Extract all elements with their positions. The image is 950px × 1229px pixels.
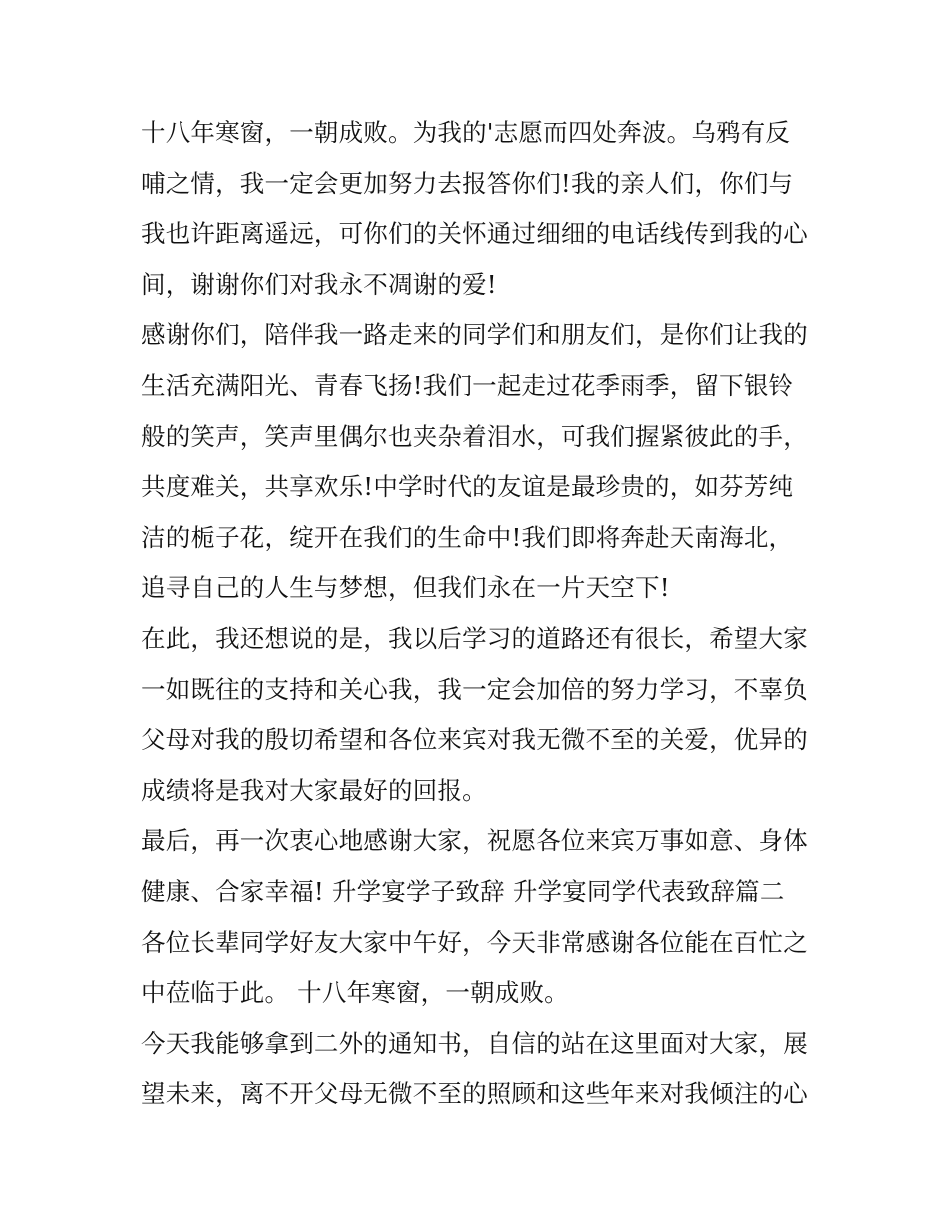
text-line: 今天我能够拿到二外的通知书，自信的站在这里面对大家，展: [141, 1028, 808, 1058]
text-line: 间，谢谢你们对我永不凋谢的爱!: [141, 269, 497, 299]
text-line: 父母对我的殷切希望和各位来宾对我无微不至的关爱，优异的: [141, 725, 808, 755]
text-line: 在此，我还想说的是，我以后学习的道路还有很长，希望大家: [141, 623, 808, 653]
text-line: 中莅临于此。 十八年寒窗，一朝成败。: [141, 978, 569, 1008]
text-line: 哺之情，我一定会更加努力去报答你们!我的亲人们，你们与: [141, 168, 794, 198]
text-line: 我也许距离遥远，可你们的关怀通过细细的电话线传到我的心: [141, 219, 808, 249]
text-line: 共度难关，共享欢乐!中学时代的友谊是最珍贵的，如芬芳纯: [141, 472, 794, 502]
text-line: 生活充满阳光、青春飞扬!我们一起走过花季雨季，留下银铃: [141, 370, 794, 400]
text-line: 健康、合家幸福! 升学宴学子致辞 升学宴同学代表致辞篇二: [141, 876, 785, 906]
text-line: 各位长辈同学好友大家中午好，今天非常感谢各位能在百忙之: [141, 927, 808, 957]
text-line: 一如既往的支持和关心我，我一定会加倍的努力学习，不辜负: [141, 674, 808, 704]
text-line: 十八年寒窗，一朝成败。为我的'志愿而四处奔波。乌鸦有反: [141, 118, 791, 147]
text-line: 望未来，离不开父母无微不至的照顾和这些年来对我倾注的心: [141, 1079, 808, 1109]
text-line: 成绩将是我对大家最好的回报。: [141, 775, 487, 805]
text-line: 感谢你们，陪伴我一路走来的同学们和朋友们，是你们让我的: [141, 320, 808, 350]
text-line: 洁的栀子花，绽开在我们的生命中!我们即将奔赴天南海北，: [141, 522, 794, 552]
body-text: [141, 108, 831, 1120]
text-line: 追寻自己的人生与梦想，但我们永在一片天空下!: [141, 573, 670, 603]
text-line: 般的笑声，笑声里偶尔也夹杂着泪水，可我们握紧彼此的手，: [141, 421, 808, 451]
text-line: 最后，再一次衷心地感谢大家，祝愿各位来宾万事如意、身体: [141, 826, 808, 856]
